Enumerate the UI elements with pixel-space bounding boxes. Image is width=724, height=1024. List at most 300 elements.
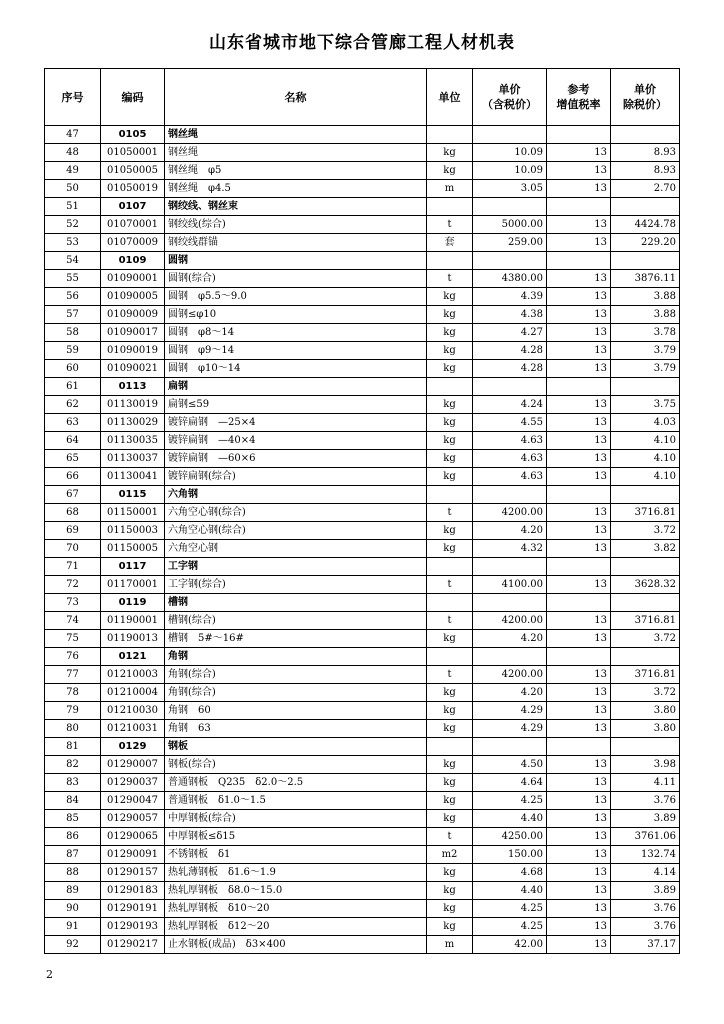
cell-code: 01130029 — [101, 414, 165, 432]
cell-name: 热轧厚钢板 δ10～20 — [165, 900, 427, 918]
cell-code: 0115 — [101, 486, 165, 504]
header-vat-rate-line1: 参考 — [567, 83, 590, 96]
cell-name: 不锈钢板 δ1 — [165, 846, 427, 864]
cell-price-with-tax — [473, 486, 547, 504]
cell-price-without-tax: 8.93 — [611, 162, 680, 180]
cell-price-without-tax: 2.70 — [611, 180, 680, 198]
cell-seq: 86 — [45, 828, 101, 846]
cell-name: 圆钢 φ9～14 — [165, 342, 427, 360]
header-code: 编码 — [101, 69, 165, 126]
cell-code: 01290037 — [101, 774, 165, 792]
cell-price-without-tax — [611, 558, 680, 576]
cell-price-without-tax: 4.10 — [611, 432, 680, 450]
cell-unit: kg — [427, 414, 473, 432]
cell-code: 01090009 — [101, 306, 165, 324]
cell-price-with-tax: 4380.00 — [473, 270, 547, 288]
cell-vat-rate: 13 — [547, 666, 611, 684]
cell-code: 01290047 — [101, 792, 165, 810]
cell-vat-rate — [547, 594, 611, 612]
cell-code: 0109 — [101, 252, 165, 270]
header-price-with-tax-line1: 单价 — [498, 83, 521, 96]
cell-name: 槽钢 5#～16# — [165, 630, 427, 648]
cell-price-without-tax — [611, 486, 680, 504]
cell-price-without-tax: 3.80 — [611, 702, 680, 720]
cell-price-with-tax: 4.28 — [473, 342, 547, 360]
header-unit: 单位 — [427, 69, 473, 126]
header-price-with-tax-line2: （含税价） — [482, 98, 537, 111]
cell-price-with-tax — [473, 126, 547, 144]
cell-vat-rate: 13 — [547, 810, 611, 828]
table-row — [45, 468, 680, 486]
cell-unit: kg — [427, 702, 473, 720]
cell-price-with-tax — [473, 252, 547, 270]
table-row — [45, 360, 680, 378]
cell-unit: kg — [427, 522, 473, 540]
cell-price-with-tax: 4.24 — [473, 396, 547, 414]
cell-code: 01130041 — [101, 468, 165, 486]
cell-name: 止水钢板(成品) δ3×400 — [165, 936, 427, 954]
table-row — [45, 684, 680, 702]
cell-unit: kg — [427, 360, 473, 378]
cell-name: 中厚钢板≤δ15 — [165, 828, 427, 846]
header-vat-rate — [547, 69, 611, 126]
cell-vat-rate — [547, 378, 611, 396]
cell-name: 圆钢 φ10～14 — [165, 360, 427, 378]
cell-code: 01070009 — [101, 234, 165, 252]
cell-price-with-tax: 4.55 — [473, 414, 547, 432]
cell-name: 角钢 63 — [165, 720, 427, 738]
category-row — [45, 486, 680, 504]
cell-vat-rate: 13 — [547, 828, 611, 846]
cell-code: 01090005 — [101, 288, 165, 306]
table-body — [45, 126, 680, 954]
cell-seq: 47 — [45, 126, 101, 144]
cell-unit: kg — [427, 540, 473, 558]
cell-unit: kg — [427, 918, 473, 936]
cell-price-without-tax — [611, 252, 680, 270]
cell-name: 热轧厚钢板 δ8.0～15.0 — [165, 882, 427, 900]
cell-seq: 79 — [45, 702, 101, 720]
cell-vat-rate: 13 — [547, 702, 611, 720]
cell-name: 钢丝绳 φ5 — [165, 162, 427, 180]
cell-unit: t — [427, 828, 473, 846]
cell-price-without-tax: 3.76 — [611, 792, 680, 810]
cell-unit — [427, 594, 473, 612]
cell-code: 01090017 — [101, 324, 165, 342]
cell-unit: t — [427, 576, 473, 594]
cell-code: 01290217 — [101, 936, 165, 954]
cell-price-without-tax — [611, 738, 680, 756]
cell-price-without-tax — [611, 378, 680, 396]
category-row — [45, 648, 680, 666]
cell-price-without-tax: 3.72 — [611, 684, 680, 702]
cell-code: 01290191 — [101, 900, 165, 918]
cell-seq: 61 — [45, 378, 101, 396]
cell-price-without-tax: 3.89 — [611, 882, 680, 900]
cell-seq: 72 — [45, 576, 101, 594]
table-row — [45, 882, 680, 900]
cell-price-without-tax: 4.11 — [611, 774, 680, 792]
cell-seq: 48 — [45, 144, 101, 162]
cell-price-without-tax: 3.72 — [611, 630, 680, 648]
cell-vat-rate: 13 — [547, 792, 611, 810]
cell-unit: kg — [427, 288, 473, 306]
table-row — [45, 918, 680, 936]
cell-seq: 88 — [45, 864, 101, 882]
cell-name: 角钢(综合) — [165, 666, 427, 684]
table-row — [45, 828, 680, 846]
material-price-table — [44, 68, 680, 954]
cell-price-with-tax: 4.63 — [473, 468, 547, 486]
cell-name: 中厚钢板(综合) — [165, 810, 427, 828]
cell-price-with-tax: 4200.00 — [473, 612, 547, 630]
cell-name: 钢丝绳 — [165, 126, 427, 144]
cell-vat-rate: 13 — [547, 504, 611, 522]
cell-vat-rate: 13 — [547, 864, 611, 882]
header-price-without-tax-line2: 除税价） — [623, 98, 667, 111]
cell-unit — [427, 378, 473, 396]
cell-vat-rate: 13 — [547, 468, 611, 486]
cell-price-with-tax: 4100.00 — [473, 576, 547, 594]
cell-price-without-tax: 3.88 — [611, 306, 680, 324]
cell-unit: kg — [427, 756, 473, 774]
cell-vat-rate: 13 — [547, 180, 611, 198]
cell-seq: 58 — [45, 324, 101, 342]
cell-price-without-tax — [611, 594, 680, 612]
table-row — [45, 720, 680, 738]
cell-price-without-tax: 3876.11 — [611, 270, 680, 288]
cell-price-with-tax: 4.68 — [473, 864, 547, 882]
cell-vat-rate: 13 — [547, 396, 611, 414]
cell-seq: 92 — [45, 936, 101, 954]
cell-price-without-tax: 3.75 — [611, 396, 680, 414]
cell-code: 01190013 — [101, 630, 165, 648]
cell-seq: 75 — [45, 630, 101, 648]
table-row — [45, 180, 680, 198]
cell-vat-rate: 13 — [547, 234, 611, 252]
header-name: 名称 — [165, 69, 427, 126]
cell-name: 钢绞线群锚 — [165, 234, 427, 252]
cell-price-without-tax: 3.88 — [611, 288, 680, 306]
table-row — [45, 432, 680, 450]
cell-code: 01290007 — [101, 756, 165, 774]
category-row — [45, 594, 680, 612]
table-row — [45, 306, 680, 324]
cell-price-with-tax — [473, 558, 547, 576]
cell-seq: 55 — [45, 270, 101, 288]
cell-name: 角钢 — [165, 648, 427, 666]
cell-price-with-tax: 4.20 — [473, 684, 547, 702]
cell-code: 01290183 — [101, 882, 165, 900]
cell-vat-rate: 13 — [547, 882, 611, 900]
cell-code: 0121 — [101, 648, 165, 666]
cell-unit: kg — [427, 162, 473, 180]
cell-name: 角钢(综合) — [165, 684, 427, 702]
table-row — [45, 342, 680, 360]
cell-code: 01210030 — [101, 702, 165, 720]
cell-seq: 80 — [45, 720, 101, 738]
cell-seq: 91 — [45, 918, 101, 936]
cell-vat-rate: 13 — [547, 900, 611, 918]
cell-name: 六角空心钢(综合) — [165, 522, 427, 540]
cell-unit: kg — [427, 306, 473, 324]
cell-price-without-tax — [611, 648, 680, 666]
cell-code: 01290193 — [101, 918, 165, 936]
cell-price-without-tax: 3.79 — [611, 342, 680, 360]
cell-price-without-tax — [611, 198, 680, 216]
cell-name: 扁钢 — [165, 378, 427, 396]
cell-unit: m2 — [427, 846, 473, 864]
cell-unit: kg — [427, 342, 473, 360]
table-row — [45, 612, 680, 630]
cell-seq: 53 — [45, 234, 101, 252]
cell-code: 01190001 — [101, 612, 165, 630]
cell-vat-rate: 13 — [547, 612, 611, 630]
cell-unit: kg — [427, 432, 473, 450]
cell-price-with-tax: 4.27 — [473, 324, 547, 342]
cell-price-without-tax: 4.14 — [611, 864, 680, 882]
cell-seq: 89 — [45, 882, 101, 900]
category-row — [45, 126, 680, 144]
cell-price-without-tax: 3716.81 — [611, 666, 680, 684]
cell-vat-rate: 13 — [547, 720, 611, 738]
cell-vat-rate — [547, 198, 611, 216]
cell-name: 镀锌扁钢 —40×4 — [165, 432, 427, 450]
cell-name: 六角钢 — [165, 486, 427, 504]
category-row — [45, 738, 680, 756]
cell-code: 01170001 — [101, 576, 165, 594]
cell-name: 钢绞线(综合) — [165, 216, 427, 234]
cell-unit: kg — [427, 468, 473, 486]
cell-price-with-tax: 4.20 — [473, 522, 547, 540]
table-row — [45, 162, 680, 180]
cell-code: 01210031 — [101, 720, 165, 738]
table-row — [45, 864, 680, 882]
cell-code: 01130019 — [101, 396, 165, 414]
table-row — [45, 630, 680, 648]
cell-code: 01290157 — [101, 864, 165, 882]
header-price-without-tax-line1: 单价 — [634, 83, 656, 96]
cell-seq: 66 — [45, 468, 101, 486]
cell-seq: 77 — [45, 666, 101, 684]
cell-code: 01150005 — [101, 540, 165, 558]
cell-code: 01210003 — [101, 666, 165, 684]
cell-code: 0107 — [101, 198, 165, 216]
cell-name: 钢板(综合) — [165, 756, 427, 774]
cell-price-with-tax: 4.50 — [473, 756, 547, 774]
page-title: 山东省城市地下综合管廊工程人材机表 — [209, 33, 515, 53]
cell-vat-rate: 13 — [547, 684, 611, 702]
cell-vat-rate: 13 — [547, 414, 611, 432]
cell-price-with-tax: 4.29 — [473, 702, 547, 720]
cell-price-with-tax: 4.25 — [473, 918, 547, 936]
table-header-row — [45, 69, 680, 126]
cell-name: 工字钢 — [165, 558, 427, 576]
cell-unit: t — [427, 270, 473, 288]
cell-price-with-tax: 4.29 — [473, 720, 547, 738]
cell-vat-rate: 13 — [547, 270, 611, 288]
table-row — [45, 144, 680, 162]
cell-price-without-tax — [611, 126, 680, 144]
cell-unit: kg — [427, 396, 473, 414]
cell-unit: m — [427, 180, 473, 198]
cell-code: 0113 — [101, 378, 165, 396]
cell-price-with-tax: 4.38 — [473, 306, 547, 324]
cell-price-with-tax: 4.63 — [473, 432, 547, 450]
table-row — [45, 216, 680, 234]
cell-code: 01130037 — [101, 450, 165, 468]
cell-price-with-tax: 4.25 — [473, 792, 547, 810]
cell-seq: 51 — [45, 198, 101, 216]
cell-price-with-tax: 4200.00 — [473, 666, 547, 684]
cell-price-with-tax: 4.32 — [473, 540, 547, 558]
cell-vat-rate — [547, 486, 611, 504]
cell-seq: 83 — [45, 774, 101, 792]
cell-code: 01290057 — [101, 810, 165, 828]
cell-seq: 78 — [45, 684, 101, 702]
cell-vat-rate — [547, 738, 611, 756]
cell-price-with-tax — [473, 198, 547, 216]
cell-code: 01150003 — [101, 522, 165, 540]
cell-code: 01090019 — [101, 342, 165, 360]
table-row — [45, 774, 680, 792]
cell-unit: m — [427, 936, 473, 954]
cell-price-with-tax: 42.00 — [473, 936, 547, 954]
cell-vat-rate: 13 — [547, 216, 611, 234]
cell-unit: kg — [427, 810, 473, 828]
cell-price-without-tax: 3.79 — [611, 360, 680, 378]
table-row — [45, 288, 680, 306]
cell-code: 01210004 — [101, 684, 165, 702]
cell-seq: 52 — [45, 216, 101, 234]
cell-price-without-tax: 4.03 — [611, 414, 680, 432]
cell-name: 普通钢板 Q235 δ2.0～2.5 — [165, 774, 427, 792]
cell-seq: 84 — [45, 792, 101, 810]
cell-vat-rate: 13 — [547, 576, 611, 594]
cell-price-with-tax — [473, 738, 547, 756]
cell-seq: 67 — [45, 486, 101, 504]
cell-code: 01090001 — [101, 270, 165, 288]
cell-code: 0129 — [101, 738, 165, 756]
cell-name: 热轧厚钢板 δ12～20 — [165, 918, 427, 936]
cell-price-without-tax: 3.76 — [611, 900, 680, 918]
cell-price-without-tax: 8.93 — [611, 144, 680, 162]
cell-price-without-tax: 3.89 — [611, 810, 680, 828]
cell-price-with-tax: 4.20 — [473, 630, 547, 648]
cell-name: 槽钢(综合) — [165, 612, 427, 630]
cell-unit: kg — [427, 900, 473, 918]
cell-code: 01050019 — [101, 180, 165, 198]
cell-vat-rate: 13 — [547, 936, 611, 954]
table-row — [45, 270, 680, 288]
cell-unit: t — [427, 504, 473, 522]
cell-seq: 56 — [45, 288, 101, 306]
cell-unit — [427, 558, 473, 576]
table-row — [45, 702, 680, 720]
cell-code: 0119 — [101, 594, 165, 612]
cell-unit: kg — [427, 720, 473, 738]
cell-price-without-tax: 3.78 — [611, 324, 680, 342]
cell-unit — [427, 486, 473, 504]
cell-price-with-tax: 3.05 — [473, 180, 547, 198]
cell-vat-rate: 13 — [547, 162, 611, 180]
cell-price-with-tax — [473, 594, 547, 612]
cell-unit — [427, 126, 473, 144]
cell-unit: kg — [427, 324, 473, 342]
cell-name: 六角空心钢(综合) — [165, 504, 427, 522]
cell-price-with-tax: 10.09 — [473, 162, 547, 180]
cell-vat-rate: 13 — [547, 450, 611, 468]
cell-unit: t — [427, 666, 473, 684]
page-number: 2 — [46, 968, 53, 981]
cell-seq: 62 — [45, 396, 101, 414]
table-row — [45, 666, 680, 684]
cell-name: 普通钢板 δ1.0～1.5 — [165, 792, 427, 810]
cell-unit: kg — [427, 792, 473, 810]
cell-vat-rate: 13 — [547, 144, 611, 162]
cell-seq: 73 — [45, 594, 101, 612]
cell-unit: kg — [427, 774, 473, 792]
cell-seq: 70 — [45, 540, 101, 558]
cell-name: 热轧薄钢板 δ1.6～1.9 — [165, 864, 427, 882]
cell-unit: t — [427, 216, 473, 234]
table-row — [45, 936, 680, 954]
table-row — [45, 540, 680, 558]
table-row — [45, 792, 680, 810]
cell-unit: 套 — [427, 234, 473, 252]
cell-price-with-tax: 4.40 — [473, 810, 547, 828]
cell-seq: 74 — [45, 612, 101, 630]
cell-vat-rate — [547, 126, 611, 144]
cell-price-without-tax: 3.80 — [611, 720, 680, 738]
cell-unit: kg — [427, 630, 473, 648]
cell-seq: 59 — [45, 342, 101, 360]
cell-name: 工字钢(综合) — [165, 576, 427, 594]
category-row — [45, 558, 680, 576]
cell-price-with-tax: 259.00 — [473, 234, 547, 252]
cell-price-without-tax: 132.74 — [611, 846, 680, 864]
cell-name: 圆钢 — [165, 252, 427, 270]
cell-unit — [427, 738, 473, 756]
cell-seq: 87 — [45, 846, 101, 864]
header-price-with-tax — [473, 69, 547, 126]
table-row — [45, 756, 680, 774]
cell-seq: 50 — [45, 180, 101, 198]
cell-name: 圆钢 φ8～14 — [165, 324, 427, 342]
cell-price-with-tax: 5000.00 — [473, 216, 547, 234]
header-vat-rate-line2: 增值税率 — [556, 98, 601, 111]
cell-price-without-tax: 3.82 — [611, 540, 680, 558]
cell-unit: kg — [427, 144, 473, 162]
cell-name: 圆钢 φ5.5～9.0 — [165, 288, 427, 306]
cell-seq: 68 — [45, 504, 101, 522]
cell-code: 01130035 — [101, 432, 165, 450]
cell-vat-rate: 13 — [547, 774, 611, 792]
cell-price-with-tax: 4.28 — [473, 360, 547, 378]
category-row — [45, 198, 680, 216]
cell-price-without-tax: 3.76 — [611, 918, 680, 936]
cell-seq: 57 — [45, 306, 101, 324]
table-row — [45, 504, 680, 522]
cell-name: 角钢 60 — [165, 702, 427, 720]
cell-price-without-tax: 3716.81 — [611, 612, 680, 630]
table-row — [45, 324, 680, 342]
cell-vat-rate: 13 — [547, 918, 611, 936]
cell-name: 镀锌扁钢 —25×4 — [165, 414, 427, 432]
cell-vat-rate: 13 — [547, 432, 611, 450]
cell-price-with-tax: 4200.00 — [473, 504, 547, 522]
table-row — [45, 810, 680, 828]
